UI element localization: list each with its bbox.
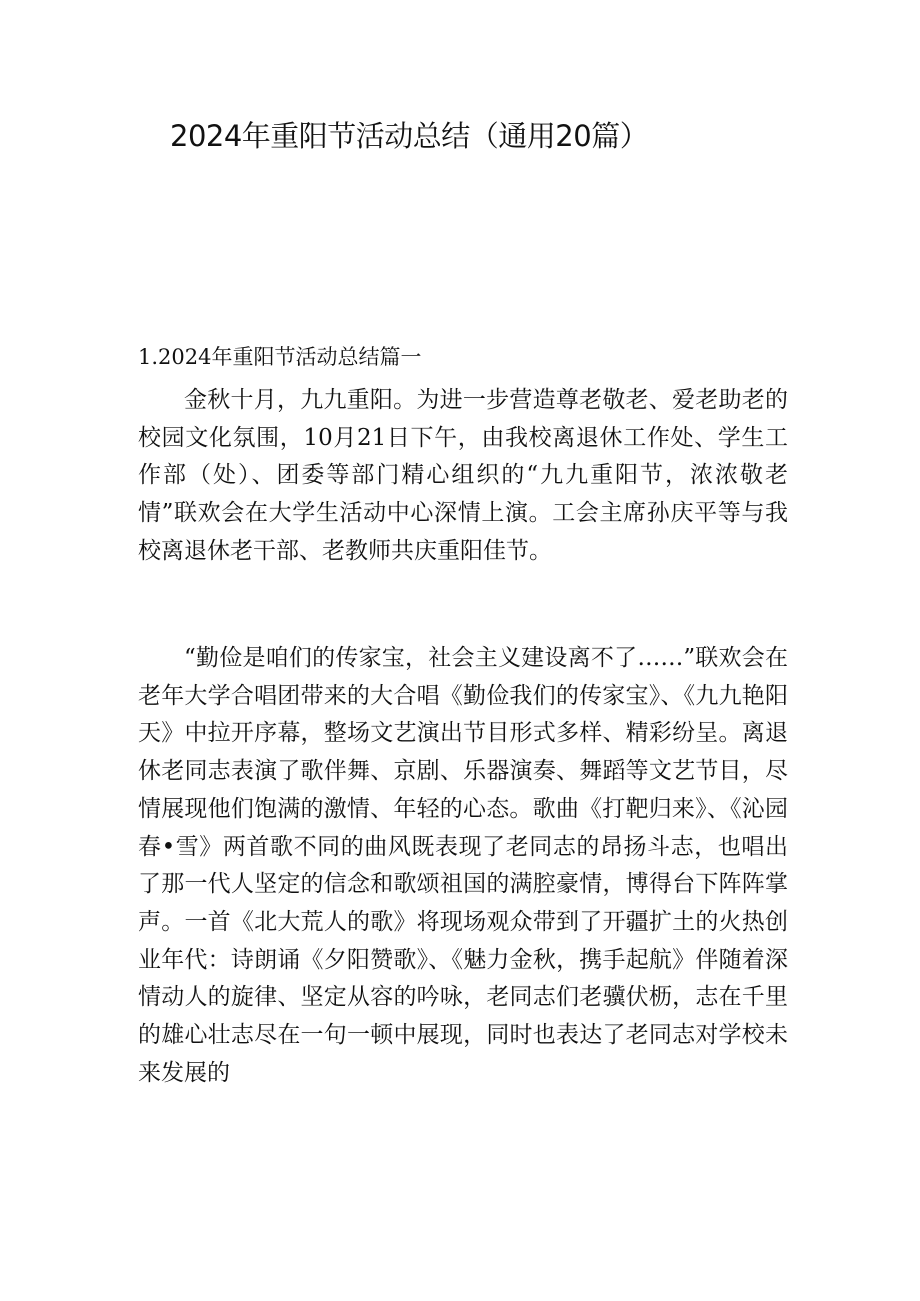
paragraph-2: “勤俭是咱们的传家宝，社会主义建设离不了……”联欢会在老年大学合唱团带来的大合唱《勤俭我们的传家宝》、《九九艳阳天》中拉开序幕，整场文艺演出节目形式多样、精彩纷呈。离退休老同志表演了歌伴舞、京剧、乐器演奏、舞蹈等文艺节目，尽情展现他们饱满的激情、年轻的心态。歌曲《打靶归来》、《沁园春•雪》两首歌不同的曲风既表现了老同志的昂扬斗志，也唱出了那一代人坚定的信念和歌颂祖国的满腔豪情，博得台下阵阵掌声。一首《北大荒人的歌》将现场观众带到了开疆扩土的火热创业年代：诗朗诵《夕阳赞歌》、《魅力金秋，携手起航》伴随着深情动人的旋律、坚定从容的吟咏，老同志们老骥伏枥，志在千里的雄心壮志尽在一句一顿中展现，同时也表达了老同志对学校未来发展的 [138,645,788,1086]
document-title: 2024年重阳节活动总结（通用20篇） [170,119,649,153]
paragraph-1: 金秋十月，九九重阳。为进一步营造尊老敬老、爱老助老的校园文化氛围，10月21日下午，由我校离退休工作处、学生工作部（处）、团委等部门精心组织的“九九重阳节，浓浓敬老情”联欢会在大学生活动中心深情上演。工会主席孙庆平等与我校离退休老干部、老教师共庆重阳佳节。 [138,387,788,564]
section-heading: 1.2024年重阳节活动总结篇一 [138,345,422,369]
